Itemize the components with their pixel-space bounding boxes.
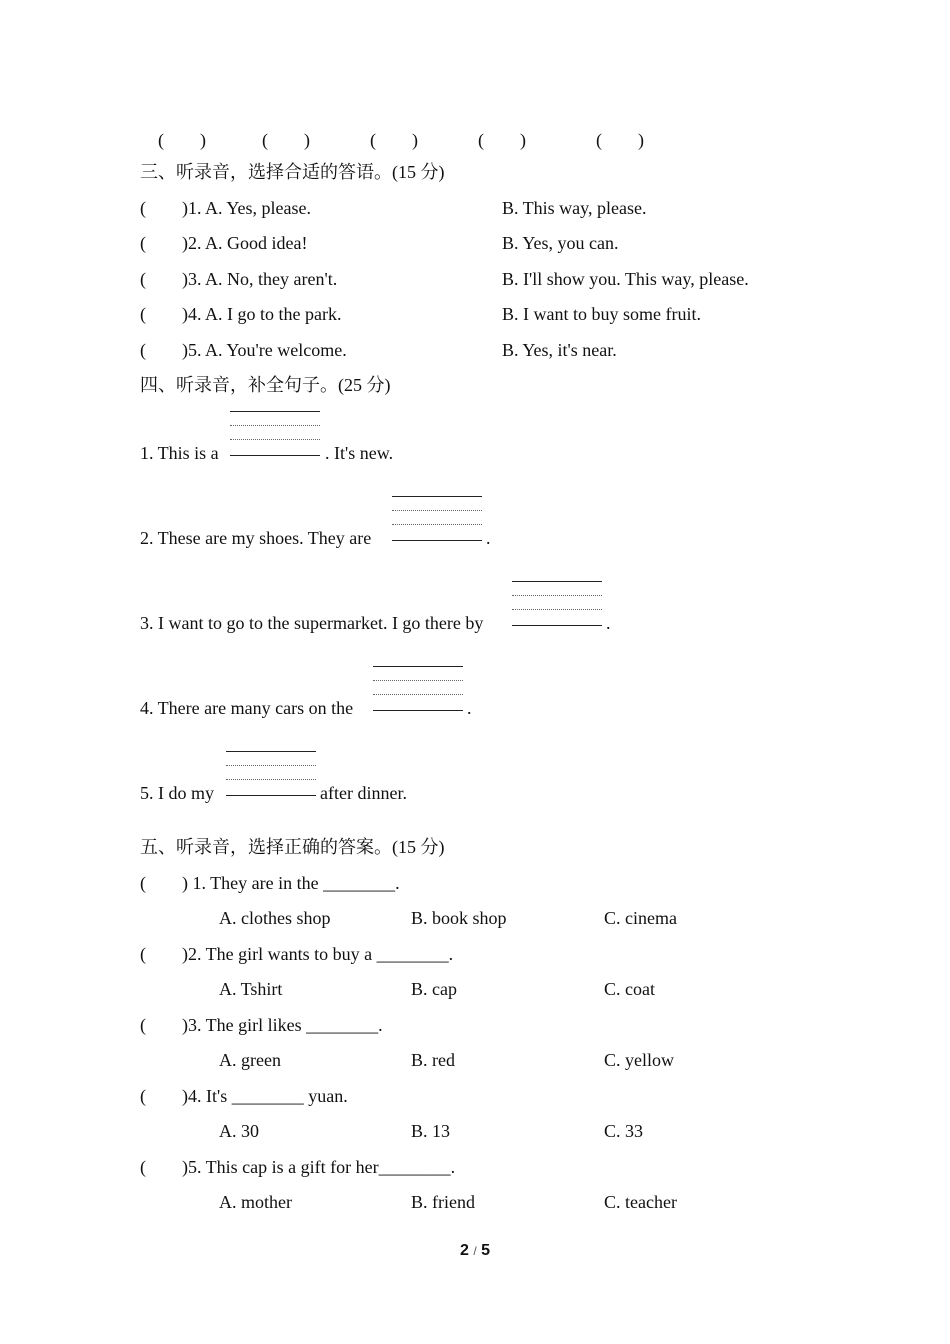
s4-sentence-5-end: after dinner. [320,783,407,803]
page-number [0,1242,950,1260]
s5-option-a-2: A. Tshirt [219,979,283,999]
s3-option-b-4: B. I want to buy some fruit. [502,304,701,324]
s5-question-1: ( ) 1. They are in the ________. [140,873,400,893]
section4-title: 四、听录音，补全句子。(25 分) [140,375,391,395]
s4-sentence-3-start: 3. I want to go to the supermarket. I go there by [140,613,484,633]
s5-question-3: ( )3. The girl likes ________. [140,1015,383,1035]
s5-option-c-3: C. yellow [604,1050,674,1070]
s5-question-5: ( )5. This cap is a gift for her________. [140,1157,456,1177]
s5-option-b-2: B. cap [411,979,457,999]
s3-option-b-3: B. I'll show you. This way, please. [502,269,749,289]
s4-sentence-2-start: 2. These are my shoes. They are [140,528,372,548]
s3-option-b-1: B. This way, please. [502,198,647,218]
s5-option-b-4: B. 13 [411,1121,451,1141]
s3-option-b-2: B. Yes, you can. [502,233,619,253]
page-current: 2 [459,1242,469,1259]
answer-bracket: ( ) [596,130,644,150]
s5-option-a-3: A. green [219,1050,281,1070]
s5-option-a-5: A. mother [219,1192,292,1212]
s3-question-1: ( )1. A. Yes, please. [140,198,311,218]
s3-question-3: ( )3. A. No, they aren't. [140,269,338,289]
page-separator: / [473,1244,477,1258]
s4-sentence-1-end: . It's new. [325,443,394,463]
answer-bracket: ( ) [370,130,418,150]
s3-question-4: ( )4. A. I go to the park. [140,304,342,324]
s5-question-2: ( )2. The girl wants to buy a ________. [140,944,454,964]
s4-sentence-1-start: 1. This is a [140,443,219,463]
s5-option-a-4: A. 30 [219,1121,259,1141]
s5-option-b-5: B. friend [411,1192,475,1212]
s4-sentence-5-start: 5. I do my [140,783,214,803]
answer-bracket: ( ) [262,130,310,150]
s5-option-c-1: C. cinema [604,908,677,928]
s5-option-c-2: C. coat [604,979,655,999]
s3-question-5: ( )5. A. You're welcome. [140,340,347,360]
s4-sentence-2-end: . [486,528,491,548]
s5-option-a-1: A. clothes shop [219,908,331,928]
s4-sentence-4-start: 4. There are many cars on the [140,698,354,718]
answer-bracket: ( ) [478,130,526,150]
s4-sentence-3-end: . [606,613,611,633]
s5-option-b-3: B. red [411,1050,455,1070]
section3-title: 三、听录音，选择合适的答语。(15 分) [140,162,445,182]
answer-bracket: ( ) [158,130,206,150]
s5-question-4: ( )4. It's ________ yuan. [140,1086,348,1106]
s3-option-b-5: B. Yes, it's near. [502,340,617,360]
s5-option-b-1: B. book shop [411,908,507,928]
s5-option-c-5: C. teacher [604,1192,677,1212]
s5-option-c-4: C. 33 [604,1121,644,1141]
s3-question-2: ( )2. A. Good idea! [140,233,308,253]
section5-title: 五、听录音，选择正确的答案。(15 分) [140,837,445,857]
s4-sentence-4-end: . [467,698,472,718]
page-total: 5 [481,1242,491,1259]
